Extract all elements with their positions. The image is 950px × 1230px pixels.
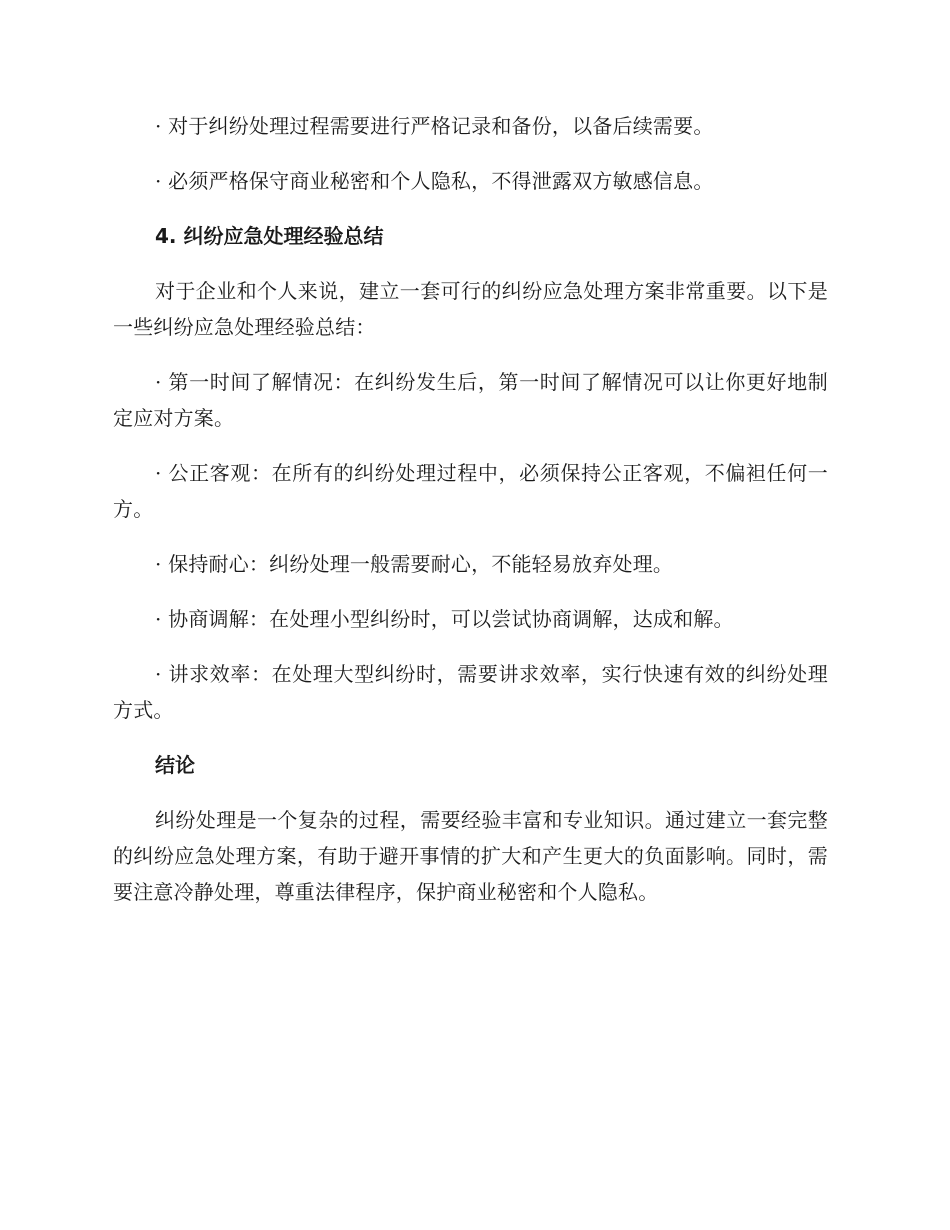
bullet-item-patience: · 保持耐心：纠纷处理一般需要耐心，不能轻易放弃处理。 — [155, 552, 674, 576]
section-heading-conclusion: 结论 — [155, 753, 195, 777]
document-page — [113, 108, 828, 929]
bullet-item-efficiency: · 讲求效率：在处理大型纠纷时，需要讲求效率，实行快速有效的纠纷处理方式。 — [113, 662, 828, 722]
bullet-item-impartial: · 公正客观：在所有的纠纷处理过程中，必须保持公正客观，不偏袒任何一方。 — [113, 461, 828, 521]
bullet-item-record-backup: · 对于纠纷处理过程需要进行严格记录和备份，以备后续需要。 — [155, 114, 714, 138]
bullet-item-confidentiality: · 必须严格保守商业秘密和个人隐私，不得泄露双方敏感信息。 — [155, 169, 714, 193]
bullet-item-first-time: · 第一时间了解情况：在纠纷发生后，第一时间了解情况可以让你更好地制定应对方案。 — [113, 370, 828, 430]
paragraph-intro: 对于企业和个人来说，建立一套可行的纠纷应急处理方案非常重要。以下是一些纠纷应急处理经验总结： — [113, 279, 828, 339]
paragraph-conclusion: 纠纷处理是一个复杂的过程，需要经验丰富和专业知识。通过建立一套完整的纠纷应急处理方案，有助于避开事情的扩大和产生更大的负面影响。同时，需要注意冷静处理，尊重法律程序，保护商业秘密和个人隐私。 — [113, 808, 828, 904]
section-heading-experience-summary: 4. 纠纷应急处理经验总结 — [155, 224, 384, 248]
bullet-item-mediation: · 协商调解：在处理小型纠纷时，可以尝试协商调解，达成和解。 — [155, 607, 734, 631]
